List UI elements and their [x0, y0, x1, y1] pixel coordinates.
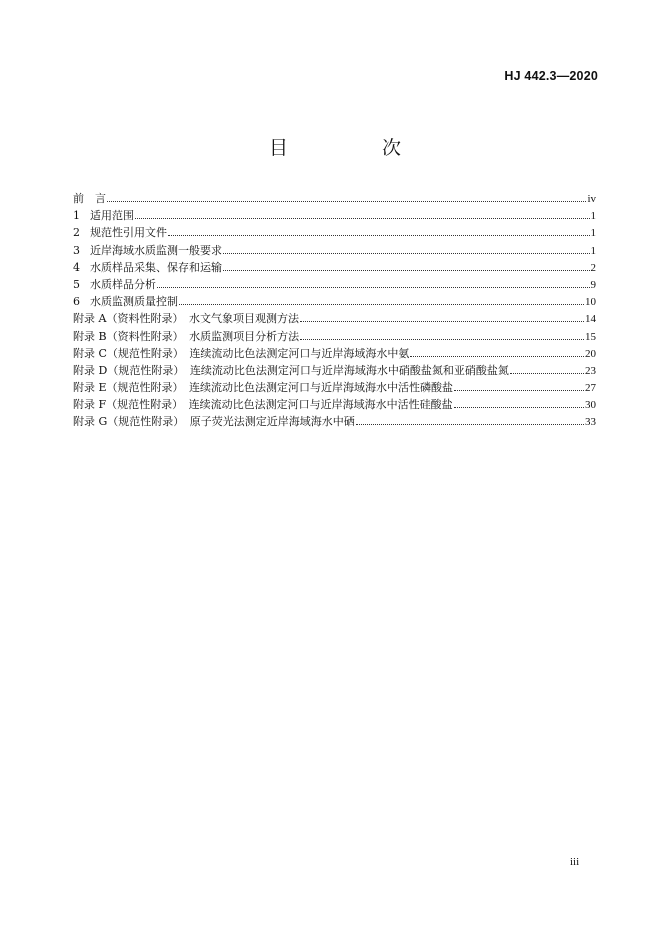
toc-entry-number: 3: [73, 243, 80, 257]
toc-dot-leader: [107, 191, 586, 202]
toc-entry-label: 附录 E（规范性附录） 连续流动比色法测定河口与近岸海域海水中活性磷酸盐: [73, 381, 454, 395]
toc-entry-label: 适用范围: [90, 209, 134, 223]
toc-dot-leader: [454, 397, 584, 408]
toc-entry-label: 附录 C（规范性附录） 连续流动比色法测定河口与近岸海域海水中氨: [73, 346, 410, 360]
standard-code: HJ 442.3—2020: [504, 69, 598, 83]
toc-entry-4[interactable]: [73, 259, 596, 276]
toc-dot-leader: [410, 346, 584, 357]
toc-entry-appendix-e[interactable]: [73, 379, 596, 396]
toc-entry-number: 2: [73, 226, 80, 240]
toc-entry-2[interactable]: [73, 224, 596, 241]
toc-entry-appendix-c[interactable]: [73, 345, 596, 362]
toc-entry-page: 1: [590, 227, 596, 240]
toc-entry-page: 14: [585, 313, 596, 326]
toc-dot-leader: [223, 243, 590, 254]
toc-entry-page: 33: [585, 416, 596, 429]
toc-entry-foreword[interactable]: [73, 190, 596, 207]
toc-entry-page: 2: [590, 261, 596, 274]
toc-entry-appendix-b[interactable]: [73, 328, 596, 345]
toc-entry-6[interactable]: [73, 293, 596, 310]
toc-entry-label: 水质监测质量控制: [90, 295, 178, 309]
toc-entry-number: 5: [73, 277, 80, 291]
toc-entry-page: 1: [590, 210, 596, 223]
toc-dot-leader: [454, 380, 584, 391]
toc-dot-leader: [223, 260, 590, 271]
toc-dot-leader: [300, 311, 584, 322]
toc-entry-label: 附录 D（规范性附录） 连续流动比色法测定河口与近岸海域海水中硝酸盐氮和亚硝酸盐氮: [73, 363, 509, 377]
toc-entry-page: 15: [585, 330, 596, 343]
toc-dot-leader: [356, 414, 584, 425]
toc-dot-leader: [157, 277, 590, 288]
toc-entry-5[interactable]: [73, 276, 596, 293]
toc-entry-number: 4: [73, 260, 80, 274]
toc-entry-label: 规范性引用文件: [90, 226, 167, 240]
toc-entry-page: 30: [585, 399, 596, 412]
toc-dot-leader: [300, 329, 584, 340]
toc-dot-leader: [135, 208, 590, 219]
table-of-contents: [73, 190, 596, 431]
toc-entry-appendix-f[interactable]: [73, 396, 596, 413]
page-number: iii: [570, 856, 580, 868]
toc-entry-appendix-a[interactable]: [73, 310, 596, 327]
toc-entry-label: 附录 B（资料性附录） 水质监测项目分析方法: [73, 329, 300, 343]
toc-entry-label: 水质样品采集、保存和运输: [90, 260, 222, 274]
toc-entry-page: 20: [585, 347, 596, 360]
toc-entry-label: 附录 G（规范性附录） 原子荧光法测定近岸海域海水中硒: [73, 415, 355, 429]
toc-entry-label: 附录 F（规范性附录） 连续流动比色法测定河口与近岸海域海水中活性硅酸盐: [73, 398, 453, 412]
toc-entry-label: 水质样品分析: [90, 277, 156, 291]
toc-dot-leader: [179, 294, 584, 305]
toc-dot-leader: [168, 225, 590, 236]
toc-entry-label: 前 言: [73, 192, 106, 205]
toc-entry-appendix-d[interactable]: [73, 362, 596, 379]
toc-entry-number: 1: [73, 209, 80, 223]
toc-entry-page: 9: [590, 278, 596, 291]
toc-entry-page: iv: [587, 193, 596, 205]
toc-entry-page: 1: [590, 244, 596, 257]
toc-entry-page: 23: [585, 364, 596, 377]
toc-dot-leader: [510, 363, 584, 374]
toc-entry-label: 附录 A（资料性附录） 水文气象项目观测方法: [73, 312, 299, 326]
toc-entry-1[interactable]: [73, 207, 596, 224]
toc-entry-page: 10: [585, 296, 596, 309]
toc-entry-3[interactable]: [73, 242, 596, 259]
toc-entry-label: 近岸海域水质监测一般要求: [90, 243, 222, 257]
toc-title: 目 次: [268, 137, 446, 159]
toc-entry-page: 27: [585, 382, 596, 395]
toc-entry-appendix-g[interactable]: [73, 413, 596, 430]
toc-entry-number: 6: [73, 295, 80, 309]
